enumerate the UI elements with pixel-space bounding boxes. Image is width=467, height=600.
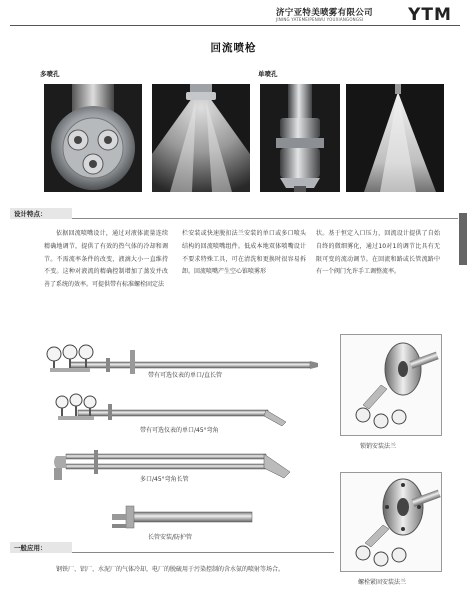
features-heading: 设计特点：	[14, 210, 47, 218]
company-name: 济宁亚特美喷雾有限公司	[276, 8, 373, 18]
company-name-english: JINING YATEMEIPENWU YOUXIANGONGSI	[276, 17, 364, 22]
multi-orifice-nozzle-photo	[44, 84, 142, 192]
applications-heading: 一般应用：	[14, 544, 47, 552]
caption-protect-tube: 长管安装/防护管	[148, 534, 193, 541]
bolt-flange-photo	[340, 472, 442, 572]
applications-rule	[72, 552, 334, 553]
page-title: 回流喷枪	[210, 42, 257, 54]
features-text-col3: 状。基于恒定入口压力，回流设计提供了自始自终的微细雾化，通过10对1的调节比具有无限可变的流动调节。在回流和路或长管流路中有一个阀门允许手工调整流率。	[316, 230, 440, 276]
multi-orifice-label: 多喷孔	[40, 70, 60, 78]
single-orifice-nozzle-photo	[260, 84, 340, 192]
features-text-col2: 栏安装或快速脱扣法兰安装的单口或多口喷头结构的回流喷嘴组件。低成本地双体喷嘴设计不要求特殊工具，可在清洗和更换时很容易拆卸。回流喷嘴产生空心锥喷雾形	[182, 230, 306, 276]
caption-straight-lance: 带有可选仪表的单口/直长管	[148, 372, 223, 379]
features-rule	[72, 218, 458, 219]
applications-text: 钢铁厂、铝厂、水泥厂的气体冷却，电厂的脱硫用于污染控制的含水氨的喷射等场合。	[56, 566, 285, 573]
caption-angle45-lance: 带有可选仪表的单口/45°弯角	[140, 427, 219, 434]
multi-orifice-spray-photo	[152, 84, 250, 192]
ytm-logo	[404, 4, 456, 24]
protect-tube-drawing	[108, 500, 258, 536]
page-edge-tab	[459, 213, 467, 265]
features-text-col1: 依据回流喷嘴设计，通过对液体流量连续精确地调节，提供了有效的热气体的冷却和调节。不需流率条件的改变，液滴大小一直维持不变。这种对液流的精确控制增加了蒸发并改善了系统的效率。可提供带有标准螺栓固定法	[44, 230, 168, 289]
caption-clamp-flange: 锁销安装法兰	[360, 443, 397, 450]
ytm-logo-text: YTM	[408, 5, 452, 24]
header-rule	[10, 25, 460, 26]
single-orifice-spray-photo	[346, 84, 444, 192]
single-orifice-label: 单喷孔	[258, 70, 278, 78]
clamp-flange-photo	[340, 334, 442, 436]
caption-multi45-lance: 多口/45°弯角长管	[140, 476, 189, 483]
caption-bolt-flange: 螺栓紧固安装法兰	[358, 579, 407, 586]
